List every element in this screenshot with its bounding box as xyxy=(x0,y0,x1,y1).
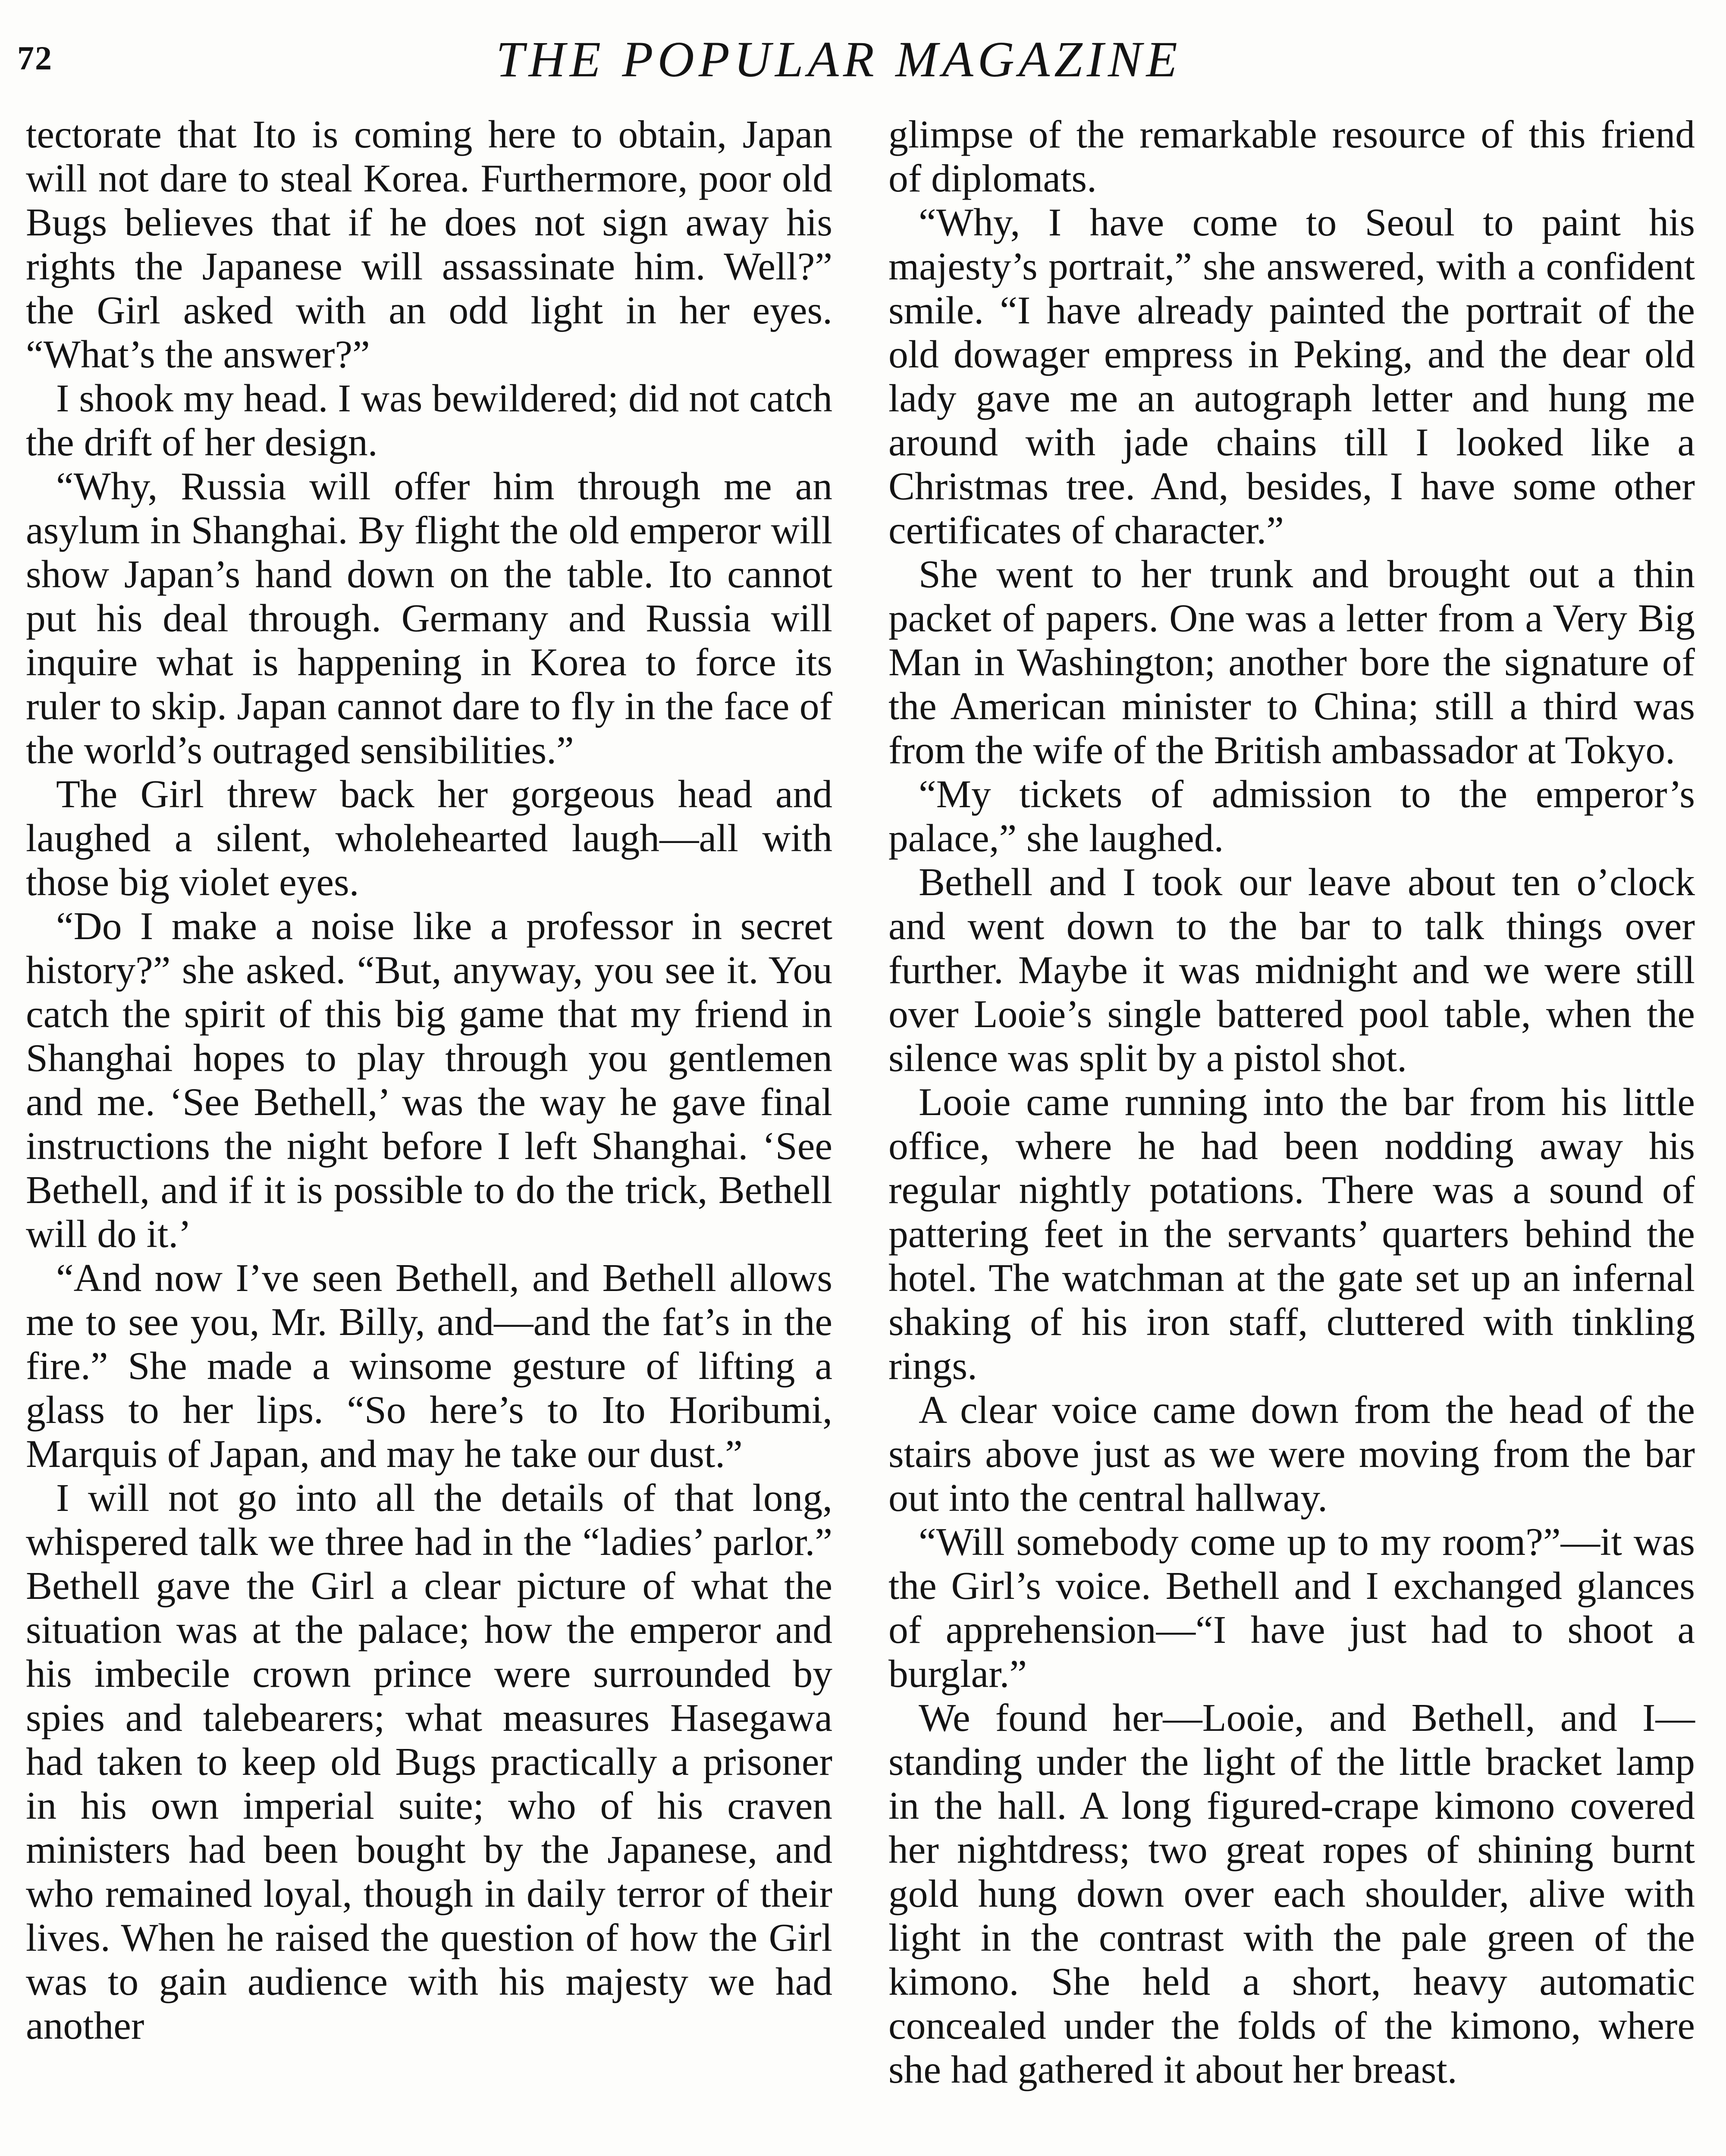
paragraph: “Will somebody come up to my room?”—it was the Girl’s voice. Bethell and I exchanged glances of apprehension—“I have just had to shoot a burglar.” xyxy=(888,1520,1695,1695)
paragraph: The Girl threw back her gorgeous head and laughed a silent, wholehearted laugh—all with those big violet eyes. xyxy=(26,772,832,904)
paragraph: Bethell and I took our leave about ten o’clock and went down to the bar to talk things over further. Maybe it was midnight and we were still over Looie’s single battered pool table, when the silence was split by a pistol shot. xyxy=(888,860,1695,1080)
page-number: 72 xyxy=(17,39,53,77)
paragraph: “My tickets of admission to the emperor’s palace,” she laughed. xyxy=(888,772,1695,860)
paragraph: I will not go into all the details of that long, whispered talk we three had in the “ladies’ parlor.” Bethell gave the Girl a clear picture of what the situation was at the palace; how the emperor and his imbecile crown prince were surrounded by spies and talebearers; what measures Hasegawa had taken to keep old Bugs practically a prisoner in his own imperial suite; who of his craven ministers had been bought by the Japanese, and who remained loyal, though in daily terror of their lives. When he raised the question of how the Girl was to gain audience with his majesty we had another xyxy=(26,1476,832,2047)
paragraph: tectorate that Ito is coming here to obtain, Japan will not dare to steal Korea. Furthermore, poor old Bugs believes that if he does not sign away his rights the Japanese will assassinate him. Well?” the Girl asked with an odd light in her eyes. “What’s the answer?” xyxy=(26,112,832,376)
paragraph: “And now I’ve seen Bethell, and Bethell allows me to see you, Mr. Billy, and—and the fat’s in the fire.” She made a winsome gesture of lifting a glass to her lips. “So here’s to Ito Horibumi, Marquis of Japan, and may he take our dust.” xyxy=(26,1256,832,1476)
paragraph: We found her—Looie, and Bethell, and I—standing under the light of the little bracket lamp in the hall. A long figured-crape kimono covered her nightdress; two great ropes of shining burnt gold hung down over each shoulder, alive with light in the contrast with the pale green of the kimono. She held a short, heavy automatic concealed under the folds of the kimono, where she had gathered it about her breast. xyxy=(888,1695,1695,2091)
paragraph: “Why, Russia will offer him through me an asylum in Shanghai. By flight the old emperor will show Japan’s hand down on the table. Ito cannot put his deal through. Germany and Russia will inquire what is happening in Korea to force its ruler to skip. Japan cannot dare to fly in the face of the world’s outraged sensibilities.” xyxy=(26,464,832,772)
paragraph: glimpse of the remarkable resource of this friend of diplomats. xyxy=(888,112,1695,200)
paragraph: “Do I make a noise like a professor in secret history?” she asked. “But, anyway, you see it. You catch the spirit of this big game that my friend in Shanghai hopes to play through you gentlemen and me. ‘See Bethell,’ was the way he gave final instructions the night before I left Shanghai. ‘See Bethell, and if it is possible to do the trick, Bethell will do it.’ xyxy=(26,904,832,1256)
paragraph: I shook my head. I was bewildered; did not catch the drift of her design. xyxy=(26,376,832,464)
left-column xyxy=(26,112,832,2047)
paragraph: “Why, I have come to Seoul to paint his majesty’s portrait,” she answered, with a confident smile. “I have already painted the portrait of the old dowager empress in Peking, and the dear old lady gave me an autograph letter and hung me around with jade chains till I looked like a Christmas tree. And, besides, I have some other certificates of character.” xyxy=(888,200,1695,552)
right-column xyxy=(888,112,1695,2091)
page-header xyxy=(17,26,1691,91)
paragraph: She went to her trunk and brought out a thin packet of papers. One was a letter from a Very Big Man in Washington; another bore the signature of the American minister to China; still a third was from the wife of the British ambassador at Tokyo. xyxy=(888,552,1695,772)
paragraph: A clear voice came down from the head of the stairs above just as we were moving from the bar out into the central hallway. xyxy=(888,1388,1695,1520)
paragraph: Looie came running into the bar from his little office, where he had been nodding away his regular nightly potations. There was a sound of pattering feet in the servants’ quarters behind the hotel. The watchman at the gate set up an infernal shaking of his iron staff, cluttered with tinkling rings. xyxy=(888,1080,1695,1388)
running-title: THE POPULAR MAGAZINE xyxy=(496,31,1182,88)
